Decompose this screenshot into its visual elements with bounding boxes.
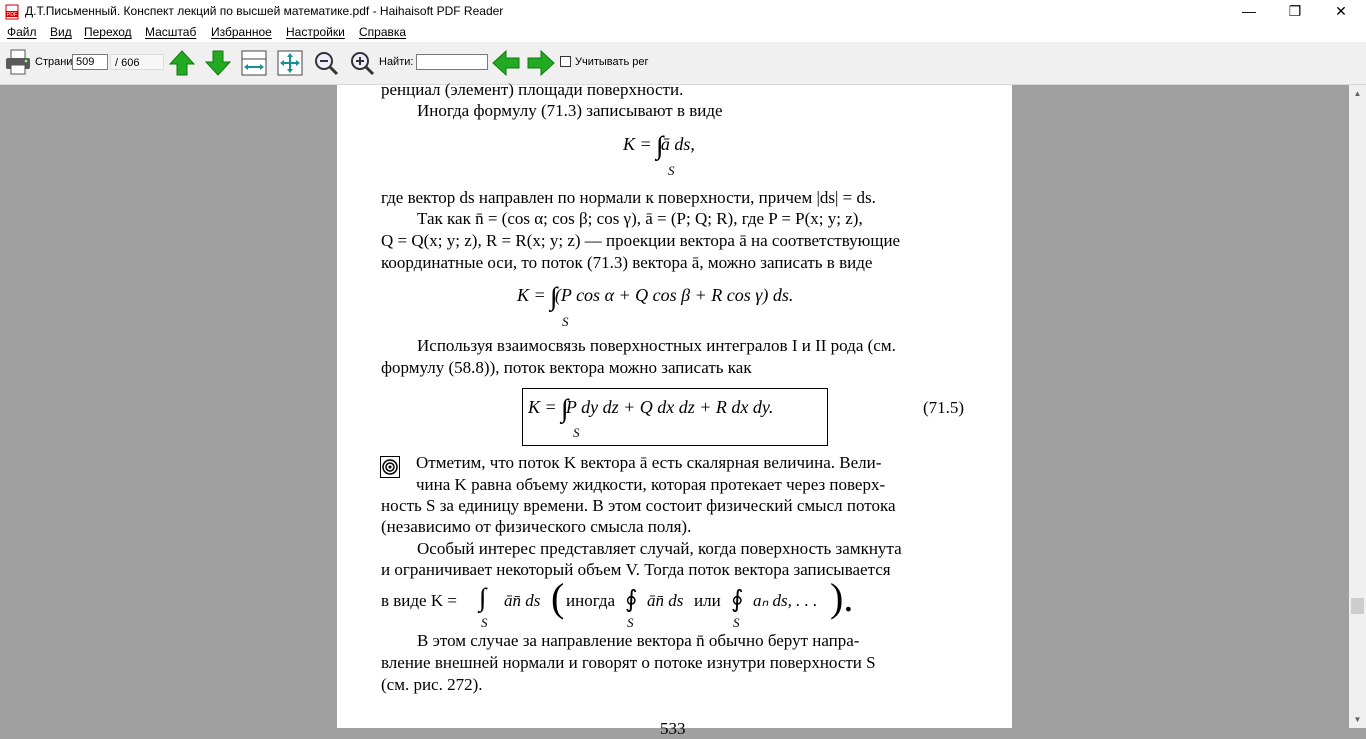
zoom-out-icon[interactable] xyxy=(312,49,340,77)
pdf-app-icon xyxy=(5,5,19,19)
text-line: Особый интерес представляет случай, когда поверхность замкнута xyxy=(417,539,902,559)
text-line: ān̄ ds xyxy=(647,591,683,611)
text-line: aₙ ds, . . . xyxy=(753,591,817,611)
text-line: (см. рис. 272). xyxy=(381,675,483,695)
note-target-icon xyxy=(380,456,400,478)
menu-favorites[interactable]: Избранное xyxy=(211,25,272,39)
equation-rhs: (P cos α + Q cos β + R cos γ) ds. xyxy=(555,285,793,305)
match-case-checkbox[interactable] xyxy=(560,56,571,67)
find-next-arrow-icon[interactable] xyxy=(526,49,556,77)
fit-page-icon[interactable] xyxy=(276,49,304,77)
equation-lhs: K = xyxy=(528,397,557,417)
text-line: (независимо от физического смысла поля). xyxy=(381,517,691,537)
equation-rhs: ā ds, xyxy=(661,134,695,154)
menu-zoom[interactable]: Масштаб xyxy=(145,25,196,39)
text-line: в виде K = xyxy=(381,591,457,611)
toolbar xyxy=(0,42,1366,85)
equation-lhs: K = xyxy=(623,134,652,154)
equation-number: (71.5) xyxy=(923,398,964,418)
page-label: Страни xyxy=(35,56,73,68)
text-line: координатные оси, то поток (71.3) вектора ā, можно записать в виде xyxy=(381,253,872,273)
equation-1 xyxy=(623,133,695,157)
page-number-input[interactable] xyxy=(72,54,108,70)
left-paren: ( xyxy=(551,578,564,618)
equation-lhs: K = xyxy=(517,285,546,305)
text-line: Так как n̄ = (cos α; cos β; cos γ), ā = (P; Q; R), где P = P(x; y; z), xyxy=(417,209,863,229)
scroll-down-arrow-icon[interactable]: ▼ xyxy=(1349,711,1366,728)
text-line: ренциал (элемент) площади поверхности. xyxy=(381,80,683,100)
integral-subscript: S xyxy=(573,425,580,441)
scroll-up-arrow-icon[interactable]: ▲ xyxy=(1349,85,1366,102)
integral-subscript: S xyxy=(481,615,488,631)
integral-subscript: S xyxy=(733,615,740,631)
text-line: формулу (58.8)), поток вектора можно записать как xyxy=(381,358,752,378)
text-line: Q = Q(x; y; z), R = R(x; y; z) — проекции вектора ā на соответствующие xyxy=(381,231,900,251)
text-line: ān̄ ds xyxy=(504,591,540,611)
menu-view[interactable]: Вид xyxy=(50,25,72,39)
menu-settings[interactable]: Настройки xyxy=(286,25,345,39)
find-input[interactable] xyxy=(416,54,488,70)
equation-2 xyxy=(517,284,793,308)
fit-width-icon[interactable] xyxy=(240,49,268,77)
equation-rhs: P dy dz + Q dx dz + R dx dy. xyxy=(566,397,773,417)
menu-file[interactable]: Файл xyxy=(7,25,37,39)
right-paren: ). xyxy=(830,578,853,618)
title-bar xyxy=(0,0,1366,24)
text-line: В этом случае за направление вектора n̄ обычно берут напра- xyxy=(417,631,859,651)
vertical-scrollbar[interactable] xyxy=(1349,85,1366,728)
match-case-label: Учитывать рег xyxy=(575,56,650,68)
text-line: чина K равна объему жидкости, которая протекает через поверх- xyxy=(416,475,885,495)
contour-integral-sign: ∮ xyxy=(625,585,638,614)
scrollbar-thumb[interactable] xyxy=(1351,598,1364,614)
close-button[interactable]: ✕ xyxy=(1318,0,1364,24)
document-viewer[interactable] xyxy=(0,85,1349,728)
previous-page-arrow-up-icon[interactable] xyxy=(168,49,196,77)
menu-bar xyxy=(0,24,1366,42)
text-line: и ограничивает некоторый объем V. Тогда поток вектора записывается xyxy=(381,560,891,580)
svg-text:PDF: PDF xyxy=(7,12,17,18)
text-line: где вектор ds направлен по нормали к поверхности, причем |ds| = ds. xyxy=(381,188,876,208)
menu-help[interactable]: Справка xyxy=(359,25,406,39)
find-previous-arrow-icon[interactable] xyxy=(491,49,521,77)
text-line: Отметим, что поток K вектора ā есть скалярная величина. Вели- xyxy=(416,453,881,473)
equation-3 xyxy=(528,396,773,420)
text-line: Используя взаимосвязь поверхностных интегралов I и II рода (см. xyxy=(417,336,896,356)
integral-subscript: S xyxy=(562,314,569,330)
zoom-in-icon[interactable] xyxy=(348,49,376,77)
pdf-page xyxy=(337,85,1012,728)
menu-go[interactable]: Переход xyxy=(84,25,132,39)
text-line: ность S за единицу времени. В этом состоит физический смысл потока xyxy=(381,496,896,516)
window-title: Д.Т.Письменный. Конспект лекций по высшей математике.pdf - Haihaisoft PDF Reader xyxy=(25,4,503,18)
next-page-arrow-down-icon[interactable] xyxy=(204,49,232,77)
integral-subscript: S xyxy=(668,163,675,179)
page-number: 533 xyxy=(660,719,686,739)
minimize-button[interactable]: — xyxy=(1226,0,1272,24)
find-label: Найти: xyxy=(379,56,413,68)
text-line: иногда xyxy=(566,591,615,611)
page-total: / 606 xyxy=(110,54,164,70)
text-line: Иногда формулу (71.3) записывают в виде xyxy=(417,101,723,121)
integral-subscript: S xyxy=(627,615,634,631)
contour-integral-sign: ∮ xyxy=(731,585,744,614)
text-line: или xyxy=(694,591,721,611)
restore-button[interactable]: ❐ xyxy=(1272,0,1318,24)
text-line: вление внешней нормали и говорят о потоке изнутри поверхности S xyxy=(381,653,876,673)
print-icon[interactable] xyxy=(4,48,32,76)
